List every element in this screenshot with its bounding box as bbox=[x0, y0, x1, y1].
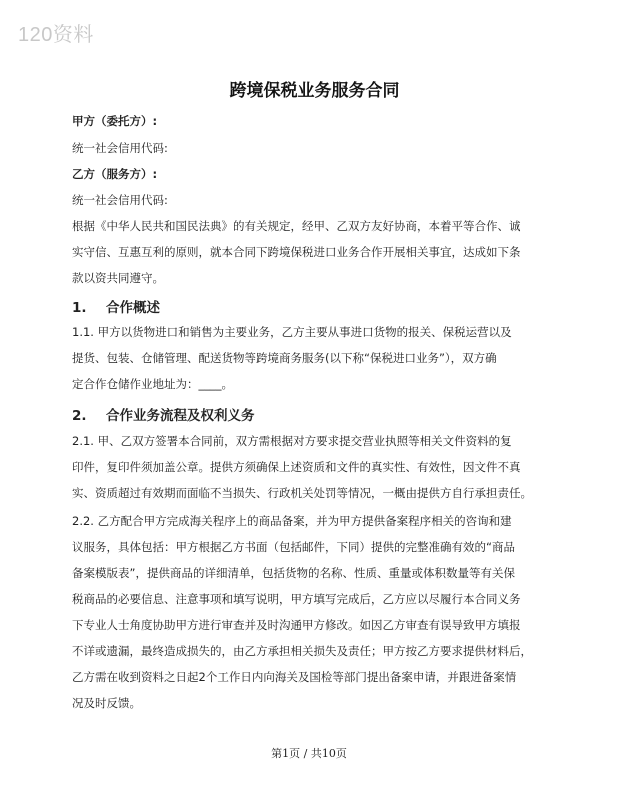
clause-line: 实、资质超过有效期而面临不当损失、行政机关处罚等情况，一概由提供方自行承担责任。 bbox=[72, 486, 532, 500]
clause-line: 议服务，具体包括：甲方根据乙方书面（包括邮件，下同）提供的完整准确有效的“商品 bbox=[72, 540, 515, 554]
intro-line: 根据《中华人民共和国民法典》的有关规定，经甲、乙双方友好协商，本着平等合作、诚 bbox=[72, 219, 521, 233]
party-a-credit-code: 统一社会信用代码: bbox=[72, 141, 168, 155]
clause-line: 提货、包装、仓储管理、配送货物等跨境商务服务(以下称“保税进口业务”），双方确 bbox=[72, 351, 497, 365]
clause-line: 定合作仓储作业地址为：____。 bbox=[72, 377, 233, 391]
document-title: 跨境保税业务服务合同 bbox=[229, 81, 400, 101]
clause-line: 不详或遗漏，最终造成损失的，由乙方承担相关损失及责任；甲方按乙方要求提供材料后， bbox=[72, 644, 532, 658]
clause-line: 印件，复印件须加盖公章。提供方须确保上述资质和文件的真实性、有效性，因文件不真 bbox=[72, 460, 521, 474]
clause-line: 2.1. 甲、乙双方签署本合同前，双方需根据对方要求提交营业执照等相关文件资料的复 bbox=[72, 434, 512, 448]
clause-line: 况及时反馈。 bbox=[72, 696, 141, 710]
section-1-number: 1. bbox=[72, 300, 87, 316]
clause-line: 税商品的必要信息、注意事项和填写说明，甲方填写完成后，乙方应以尽履行本合同义务 bbox=[72, 592, 521, 606]
party-b-credit-code: 统一社会信用代码: bbox=[72, 193, 168, 207]
watermark: 120资料 bbox=[18, 24, 94, 46]
section-1-title: 合作概述 bbox=[106, 300, 160, 316]
section-2-number: 2. bbox=[72, 408, 87, 424]
clause-line: 备案模版表”，提供商品的详细清单，包括货物的名称、性质、重量或体积数量等有关保 bbox=[72, 566, 515, 580]
clause-line: 1.1. 甲方以货物进口和销售为主要业务，乙方主要从事进口货物的报关、保税运营以及 bbox=[72, 325, 512, 339]
clause-2-2 bbox=[72, 508, 557, 716]
page-footer: 第1页 / 共10页 bbox=[271, 747, 347, 760]
clause-line: 乙方需在收到资料之日起2个工作日内向海关及国检等部门提出备案申请，并跟进备案情 bbox=[72, 670, 517, 684]
clause-line: 下专业人士角度协助甲方进行审查并及时沟通甲方修改。如因乙方审查有误导致甲方填报 bbox=[72, 618, 521, 632]
clause-1-1 bbox=[72, 319, 557, 397]
intro-line: 实守信、互惠互利的原则，就本合同下跨境保税进口业务合作开展相关事宜，达成如下条 bbox=[72, 245, 521, 259]
intro-paragraph bbox=[72, 213, 557, 291]
section-2-title: 合作业务流程及权利义务 bbox=[106, 408, 255, 424]
section-1-heading bbox=[72, 296, 160, 316]
party-a-label: 甲方（委托方）: bbox=[72, 114, 158, 128]
intro-line: 款以资共同遵守。 bbox=[72, 271, 164, 285]
clause-2-1 bbox=[72, 428, 557, 506]
clause-line: 2.2. 乙方配合甲方完成海关程序上的商品备案，并为甲方提供备案程序相关的咨询和建 bbox=[72, 514, 512, 528]
party-b-label: 乙方（服务方）: bbox=[72, 167, 158, 181]
section-2-heading bbox=[72, 404, 255, 424]
